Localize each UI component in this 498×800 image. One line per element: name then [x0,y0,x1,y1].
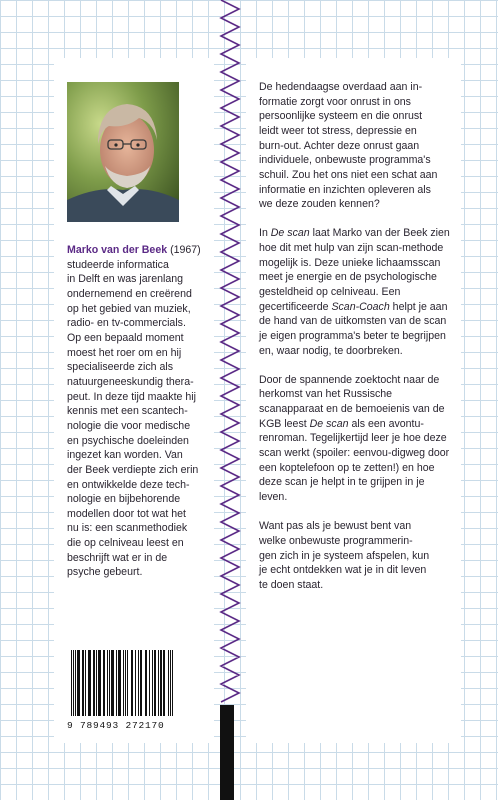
book-title-italic: De scan [309,417,349,430]
barcode-bar [98,650,101,716]
author-bio [67,243,215,580]
barcode-bar [158,650,159,716]
barcode-bar [109,650,110,716]
barcode-bar [111,650,114,716]
bio-line: ingezet kan worden. Van [67,449,183,462]
author-portrait-image [67,82,179,222]
barcode-bar [168,650,169,716]
barcode-digits: 9 789493 272170 [67,720,165,731]
author-photo [67,82,179,222]
bio-line: specialiseerde zich als [67,361,173,374]
barcode-bar [96,650,97,716]
zigzag-spine-line [215,0,245,705]
para2-text: helpt je aan de hand van de uitkomsten van de scan je eigen programma's beter te begrijpen en, waar nodig, te doorbreken. [259,300,448,357]
barcode-bar [145,650,147,716]
para1-line: formatie zorgt voor onrust in ons [259,95,411,108]
bio-line: beschrijft wat er in de [67,551,168,564]
barcode-bar [163,650,165,716]
barcode-bar [93,650,95,716]
barcode-bar [127,650,128,716]
para1-line: informatie en inzichten opleveren als [259,183,431,196]
barcode-bar [103,650,105,716]
author-name: Marko van der Beek [67,244,168,256]
para4-line: gen zich in je systeem afspelen, kun [259,549,430,562]
barcode-bar [71,650,72,716]
barcode-bars [67,648,202,720]
bio-line: nologie die voor medische [67,419,191,432]
barcode-bar [152,650,153,716]
para2-text: In [259,227,271,240]
barcode-bar [131,650,133,716]
para3-text: als een avontu-renroman. Tegelijkertijd leer je hoe deze scan werkt (spoiler: eenvou-digweg door een koptelefoon op te zetten!) en hoe deze scan je helpt in te grijpen in je leven. [259,417,450,504]
para1-line: individuele, onbewuste programma's [259,154,431,167]
bio-line: kennis met een scantech- [67,405,188,418]
barcode-bar [77,650,80,716]
bio-line: die op celniveau leest en [67,537,184,550]
bio-line: nologie en bijbehorende [67,493,181,506]
barcode-bar [125,650,126,716]
barcode-bar [85,650,86,716]
blurb-text [259,80,455,607]
barcode-bar [88,650,91,716]
bio-line: modellen door tot wat het [67,507,186,520]
barcode-bar [123,650,124,716]
bio-line: natuurgeneeskundig thera- [67,375,194,388]
blurb-paragraph-1 [259,80,455,212]
bio-line: radio- en tv-commercials. [67,317,186,330]
blurb-paragraph-4 [259,519,455,592]
barcode-bar [135,650,136,716]
para4-line: je echt ontdekken wat je in dit leven [259,564,427,577]
barcode-bar [107,650,108,716]
barcode-bar [140,650,142,716]
barcode-bar [154,650,156,716]
spine-black-bar [220,705,234,800]
barcode-bar [172,650,173,716]
bio-line: studeerde informatica [67,258,169,271]
para2-text: laat Marko van der Beek zien hoe dit met hulp van zijn scan-methode mogelijk is. Deze unieke lichaamsscan meet je energie en de psychologische gesteldheid op celniveau. Een gecertificeerde [259,227,450,313]
blurb-paragraph-2 [259,226,455,358]
para3-text: Door de spannende zoektocht naar de herkomst van het Russische scanapparaat en de bemoeienis van de KGB leest [259,373,445,430]
para4-line: Want pas als je bewust bent van [259,520,412,533]
bio-line: der Beek verdiepte zich erin [67,463,199,476]
scan-coach-italic: Scan-Coach [331,300,390,313]
bio-line: in Delft en was jarenlang [67,273,184,286]
bio-line: peut. In deze tijd maakte hij [67,390,196,403]
bio-line: op het gebied van muziek, [67,302,191,315]
bio-line: Op een bepaald moment [67,331,184,344]
bio-line: ondernemend en creërend [67,287,192,300]
para4-line: te doen staat. [259,578,324,591]
para1-line: De hedendaagse overdaad aan in- [259,81,423,93]
barcode-bar [118,650,121,716]
para4-line: welke onbewuste programmerin- [259,534,413,547]
para1-line: leidt weer tot stress, depressie en [259,124,417,137]
barcode-bar [116,650,117,716]
barcode-bar [160,650,162,716]
barcode-bar [138,650,139,716]
bio-line: psyche gebeurt. [67,566,143,579]
author-birth-year: (1967) [170,244,201,256]
barcode-bar [170,650,171,716]
bio-line: moest het roer om en hij [67,346,182,359]
barcode-bar [75,650,76,716]
barcode-bar [73,650,74,716]
isbn-barcode [67,648,202,733]
barcode-bar [149,650,150,716]
bio-line: nu is: een scanmethodiek [67,522,188,535]
book-title-italic: De scan [270,227,310,240]
para1-line: we deze zouden kennen? [259,198,380,211]
blurb-paragraph-3 [259,373,455,505]
para1-line: burn-out. Achter deze onrust gaan [259,139,420,152]
bio-line: en ontwikkelde deze tech- [67,478,190,491]
para1-line: schuil. Zou het ons niet een schat aan [259,168,438,181]
bio-line: en psychische doeleinden [67,434,189,447]
para1-line: persoonlijke systeem en die onrust [259,110,423,123]
barcode-bar [82,650,84,716]
